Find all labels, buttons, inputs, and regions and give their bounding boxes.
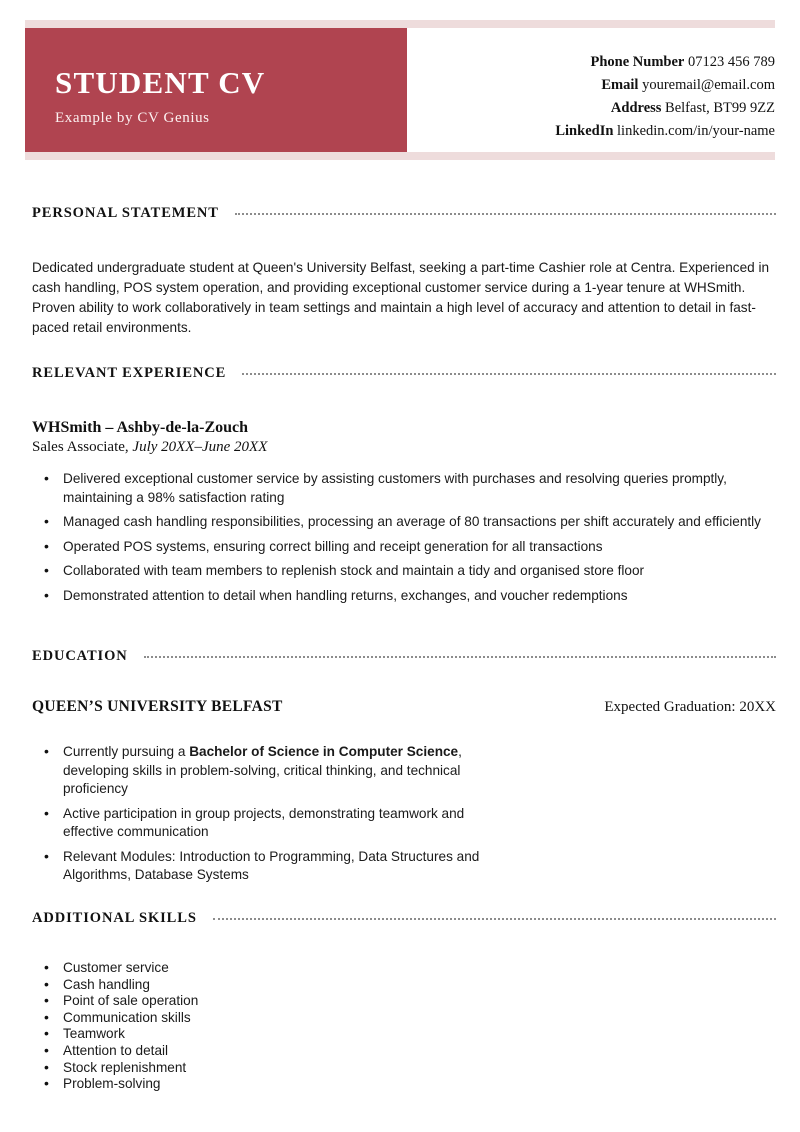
list-item: • Managed cash handling responsibilities, processing an average of 80 transactions per shift accurately and efficiently [32, 513, 776, 532]
experience-bullet-list [32, 470, 776, 605]
list-item: • Teamwork [32, 1026, 776, 1043]
page-subtitle: Example by CV Genius [55, 110, 210, 126]
list-item: • Stock replenishment [32, 1060, 776, 1077]
list-item: • Attention to detail [32, 1043, 776, 1060]
contact-label-phone: Phone Number [590, 54, 685, 70]
section-skills [32, 909, 776, 1093]
contact-label-address: Address [610, 100, 662, 116]
section-education [32, 647, 776, 891]
experience-role: Sales Associate, [32, 439, 129, 455]
experience-dates: July 20XX–June 20XX [132, 439, 268, 455]
list-item: • Relevant Modules: Introduction to Programming, Data Structures and Algorithms, Database Systems [32, 848, 518, 885]
education-bullet-post: , developing skills in problem-solving, critical thinking, and technical proficiency [63, 744, 462, 796]
contact-label-email: Email [601, 77, 639, 93]
list-item: • Problem-solving [32, 1076, 776, 1093]
experience-role-line [32, 437, 776, 457]
skills-list [32, 960, 776, 1093]
section-title-experience: RELEVANT EXPERIENCE [32, 364, 227, 381]
section-header-skills [32, 909, 776, 927]
experience-employer: WHSmith – Ashby-de-la-Zouch [32, 419, 249, 436]
education-graduation: Expected Graduation: 20XX [604, 699, 776, 715]
education-bullet-bold: Bachelor of Science in Computer Science [189, 744, 459, 759]
list-item: • Communication skills [32, 1010, 776, 1027]
list-item: • Point of sale operation [32, 993, 776, 1010]
contact-details [435, 51, 775, 143]
section-dotted-rule [144, 656, 776, 658]
list-item: • Cash handling [32, 977, 776, 994]
education-bullet-list [32, 743, 776, 885]
section-dotted-rule [235, 213, 776, 215]
education-bullet-pre: Currently pursuing a [63, 744, 190, 759]
education-entry-header [32, 698, 776, 716]
personal-statement-text: Dedicated undergraduate student at Queen's University Belfast, seeking a part-time Cashier role at Centra. Experienced in cash handling, POS system operation, and providing exceptional customer service during a 1-year tenure at WHSmith. Proven ability to work collaboratively in team settings and maintain a high level of accuracy and attention to detail in fast-paced retail environments. [32, 260, 770, 335]
page-title: STUDENT CV [55, 65, 266, 100]
section-dotted-rule [242, 373, 776, 375]
contact-value-linkedin: linkedin.com/in/your-name [617, 123, 775, 139]
list-item [32, 743, 518, 799]
section-personal-statement [32, 204, 776, 338]
list-item: • Demonstrated attention to detail when handling returns, exchanges, and voucher redemptions [32, 587, 776, 606]
section-title-skills: ADDITIONAL SKILLS [32, 909, 197, 926]
list-item: • Active participation in group projects, demonstrating teamwork and effective communication [32, 805, 518, 842]
experience-entry [32, 418, 776, 605]
contact-line-email [435, 74, 775, 97]
contact-value-address: Belfast, BT99 9ZZ [665, 100, 775, 116]
list-item: • Delivered exceptional customer service by assisting customers with purchases and resolving queries promptly, maintaining a 98% satisfaction rating [32, 470, 776, 507]
contact-line-phone [435, 51, 775, 74]
header-bottom-accent-bar [25, 152, 775, 160]
list-item: • Collaborated with team members to replenish stock and maintain a tidy and organised store floor [32, 562, 776, 581]
contact-line-address [435, 97, 775, 120]
contact-value-phone: 07123 456 789 [688, 54, 775, 70]
contact-line-linkedin [435, 120, 775, 143]
header-top-accent-bar [25, 20, 775, 28]
list-item: • Operated POS systems, ensuring correct billing and receipt generation for all transactions [32, 538, 776, 557]
cv-header [25, 20, 775, 160]
section-title-education: EDUCATION [32, 647, 128, 664]
section-header-education [32, 647, 776, 665]
section-experience [32, 364, 776, 611]
section-header-personal-statement [32, 204, 776, 222]
section-dotted-rule [213, 918, 776, 920]
contact-label-linkedin: LinkedIn [555, 123, 614, 139]
section-title-personal-statement: PERSONAL STATEMENT [32, 204, 219, 221]
header-body [25, 28, 775, 152]
education-school: QUEEN’S UNIVERSITY BELFAST [32, 698, 283, 715]
contact-value-email: youremail@email.com [642, 77, 775, 93]
list-item: • Customer service [32, 960, 776, 977]
section-header-experience [32, 364, 776, 382]
